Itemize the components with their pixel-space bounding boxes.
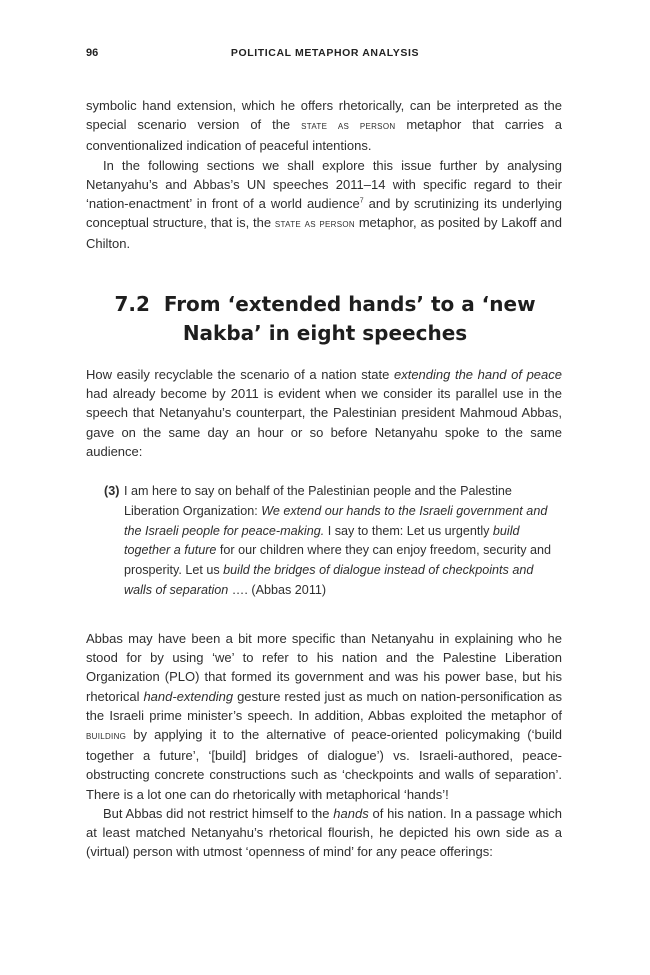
section-title: From ‘extended hands’ to a ‘new Nakba’ in eight speeches: [163, 292, 536, 345]
page-header: [86, 47, 564, 63]
paragraph: But Abbas did not restrict himself to the hands of his nation. In a passage which at least matched Netanyahu’s rhetorical flourish, he depicted his own side as a (virtual) person with utmost ‘openness of mind’ for any peace offerings:: [86, 805, 563, 860]
paragraph: symbolic hand extension, which he offers rhetorically, can be interpreted as the special scenario version of the state as person metaphor that carries a conventionalized indication of peaceful intentions.: [86, 98, 562, 154]
analysis-text-block: [86, 629, 562, 861]
example-quote: [104, 482, 560, 601]
page-number: 96: [86, 47, 99, 59]
footnote-marker[interactable]: 7: [359, 197, 364, 205]
paragraph: In the following sections we shall explore this issue further by analysing Netanyahu’s and Abbas’s UN speeches 2011–14 with specific regard to their ‘nation-enactment’ in front of a world audience$^7$ and by scrutinizing its underlying conceptual structure, that is, the state as person metaphor, as posited by Lakoff and Chilton.: [86, 157, 562, 252]
small-caps-term: state as person: [301, 120, 396, 133]
italic-phrase: hands: [333, 805, 369, 821]
example-text: I am here to say on behalf of the Palestinian people and the Palestine Liberation Organization: We extend our hands to the Israeli government and the Israeli people for peace-making. I say to them: Let us urgently build together a future for our children where they can enjoy freedom, security and prosperity. Let us build the bridges of dialogue instead of checkpoints and walls of separation …. (Abbas 2011): [124, 484, 552, 597]
small-caps-term: state as person: [274, 218, 356, 231]
italic-phrase: extending the hand of peace: [393, 367, 562, 382]
small-caps-term: building: [86, 730, 127, 743]
section-intro-text: [86, 365, 562, 461]
paragraph: How easily recyclable the scenario of a nation state extending the hand of peace had already become by 2011 is evident when we consider its parallel use in the speech that Netanyahu’s counterpart, the Palestinian president Mahmoud Abbas, gave on the same day an hour or so before Netanyahu spoke to the same audience:: [86, 367, 562, 459]
example-number: (3): [104, 484, 120, 498]
section-number: 7.2: [114, 292, 150, 316]
italic-phrase: hand-extending: [143, 688, 234, 704]
section-heading: [86, 290, 564, 348]
paragraph: Abbas may have been a bit more specific than Netanyahu in explaining who he stood for by using ‘we’ to refer to his nation and the Palestine Liberation Organization (PLO) that formed its government and was his power base, but his rhetorical hand-extending gesture rested just as much on nation-personification as the Israeli prime minister’s speech. In addition, Abbas exploited the metaphor of building by applying it to the alternative of peace-oriented policymaking (‘build together a future’, ‘[build] bridges of dialogue’) vs. Israeli-authored, peace-obstructing concrete constructions such as ‘checkpoints and walls of separation’. There is a lot one can do rhetorically with metaphorical ‘hands’!: [86, 631, 562, 802]
intro-text-block: [86, 96, 562, 254]
running-head: POLITICAL METAPHOR ANALYSIS: [230, 47, 420, 59]
